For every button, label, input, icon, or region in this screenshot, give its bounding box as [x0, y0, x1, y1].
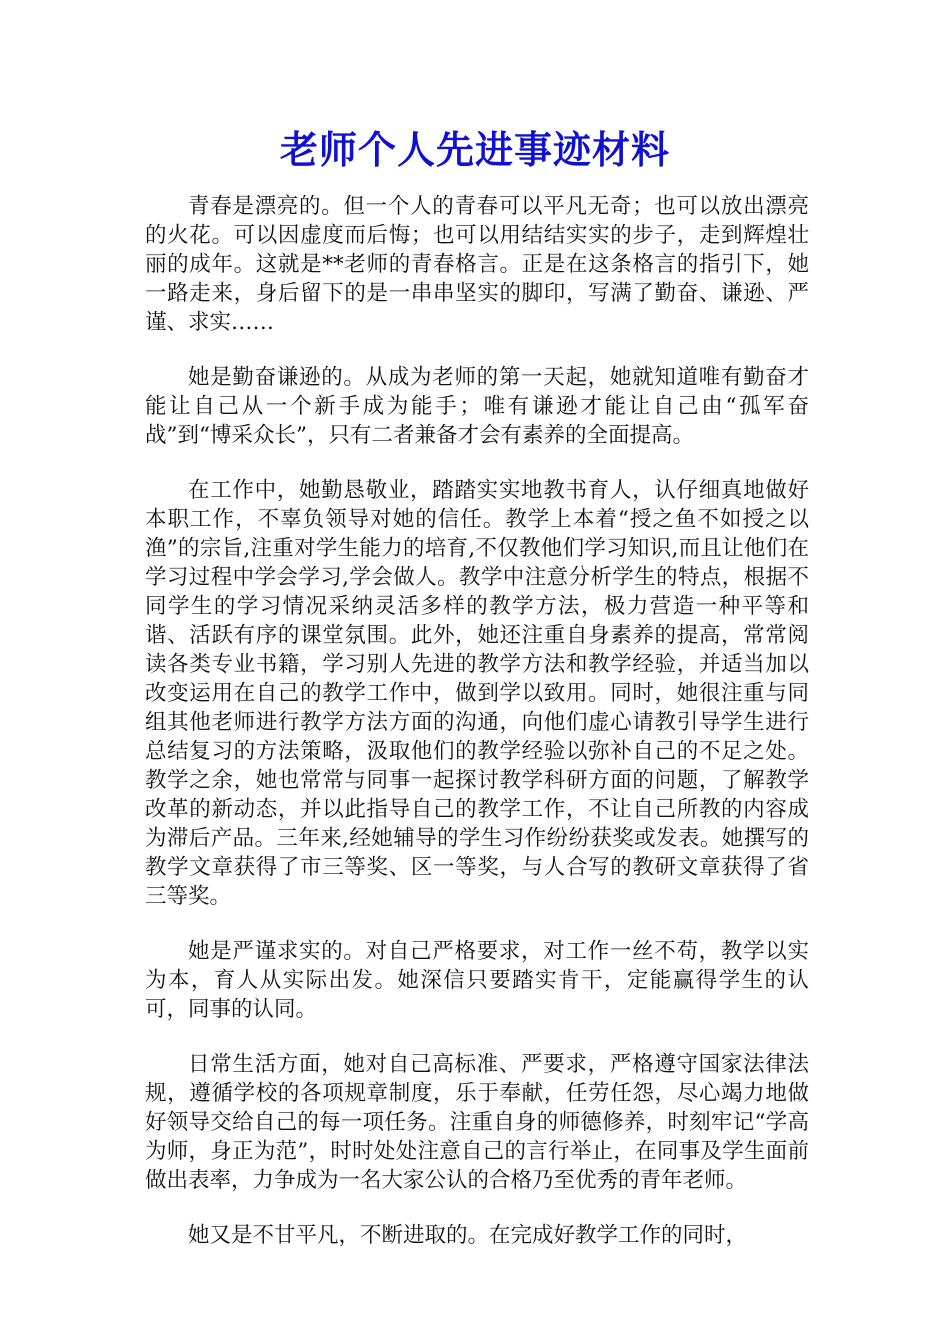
document-body — [145, 192, 809, 1276]
paragraph-3: 在工作中，她勤恳敬业，踏踏实实地教书育人，认仔细真地做好本职工作，不辜负领导对她的信任。教学上本着“授之鱼不如授之以渔”的宗旨,注重对学生能力的培育,不仅教他们学习知识,而且让他们在学习过程中学会学习,学会做人。教学中注意分析学生的特点，根据不同学生的学习情况采纳灵活多样的教学方法，极力营造一种平等和谐、活跃有序的课堂氛围。此外，她还注重自身素养的提高，常常阅读各类专业书籍，学习别人先进的教学方法和教学经验，并适当加以改变运用在自己的教学工作中，做到学以致用。同时，她很注重与同组其他老师进行教学方法方面的沟通，向他们虚心请教引导学生进行总结复习的方法策略，汲取他们的教学经验以弥补自己的不足之处。教学之余，她也常常与同事一起探讨教学科研方面的问题，了解教学改革的新动态，并以此指导自己的教学工作，不让自己所教的内容成为滞后产品。三年来,经她辅导的学生习作纷纷获奖或发表。她撰写的教学文章获得了市三等奖、区一等奖，与人合写的教研文章获得了省三等奖。 — [145, 478, 809, 909]
paragraph-4: 她是严谨求实的。对自己严格要求，对工作一丝不苟，教学以实为本，育人从实际出发。她深信只要踏实肯干，定能赢得学生的认可，同事的认同。 — [145, 939, 809, 1022]
paragraph-5: 日常生活方面，她对自己高标准、严要求，严格遵守国家法律法规，遵循学校的各项规章制度，乐于奉献，任劳任怨，尽心竭力地做好领导交给自己的每一项任务。注重自身的师德修养，时刻牢记“学高为师，身正为范”，时时处处注意自己的言行举止，在同事及学生面前做出表率，力争成为一名大家公认的合格乃至优秀的青年老师。 — [145, 1052, 809, 1193]
paragraph-2: 她是勤奋谦逊的。从成为老师的第一天起，她就知道唯有勤奋才能让自己从一个新手成为能手；唯有谦逊才能让自己由“孤军奋战”到“博采众长”，只有二者兼备才会有素养的全面提高。 — [145, 365, 809, 448]
paragraph-6: 她又是不甘平凡，不断进取的。在完成好教学工作的同时， — [188, 1223, 748, 1248]
paragraph-1: 青春是漂亮的。但一个人的青春可以平凡无奇；也可以放出漂亮的火花。可以因虚度而后悔；也可以用结结实实的步子，走到辉煌壮丽的成年。这就是**老师的青春格言。正是在这条格言的指引下，她一路走来，身后留下的是一串串坚实的脚印，写满了勤奋、谦逊、严谨、求实…… — [145, 194, 809, 335]
document-title: 老师个人先进事迹材料 — [279, 128, 670, 172]
